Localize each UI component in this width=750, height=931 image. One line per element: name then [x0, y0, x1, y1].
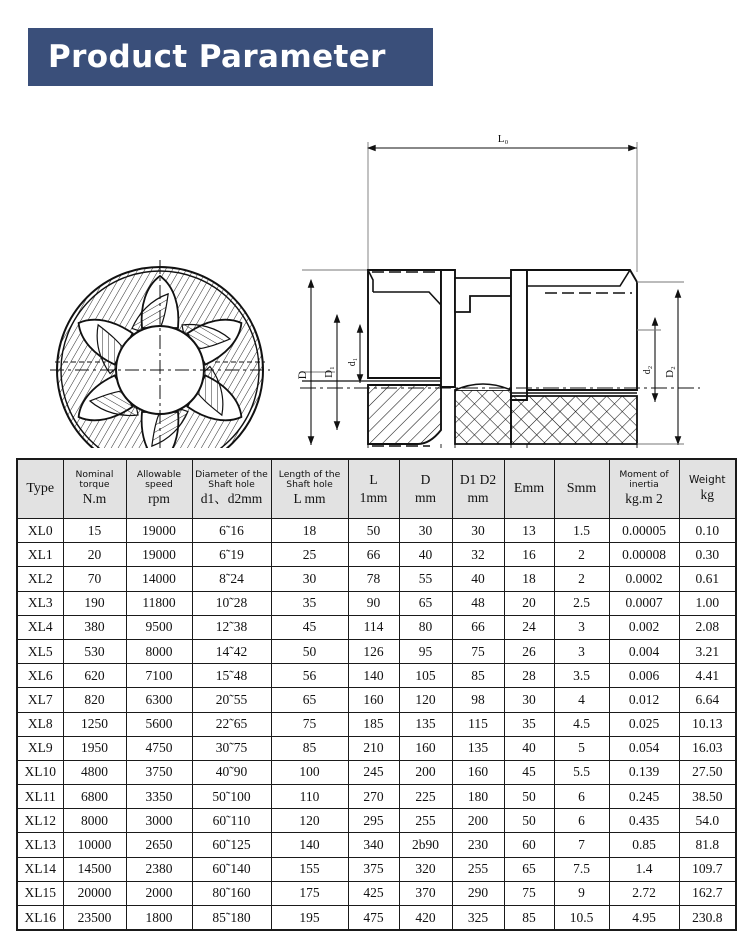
table-row	[17, 712, 736, 736]
cell-D: 95	[399, 639, 452, 663]
spec-table-container	[16, 458, 735, 931]
cell-bore: 30˜75	[192, 736, 271, 760]
cell-E: 45	[504, 760, 554, 784]
col-header-E: Emm	[504, 459, 554, 519]
cell-E: 18	[504, 567, 554, 591]
coupling-side-section-view	[295, 133, 700, 448]
cell-weight: 38.50	[679, 785, 736, 809]
table-row	[17, 519, 736, 543]
cell-torque: 530	[63, 639, 126, 663]
dim-label-D1: D₁	[323, 366, 335, 378]
col-header-moi-top: Moment of inertia	[619, 468, 669, 491]
cell-D: 320	[399, 857, 452, 881]
cell-weight: 162.7	[679, 881, 736, 905]
cell-D1D2: 200	[452, 809, 504, 833]
cell-D: 30	[399, 519, 452, 543]
cell-borelen: 50	[271, 639, 348, 663]
table-row	[17, 760, 736, 784]
header-banner	[28, 28, 433, 86]
table-row	[17, 591, 736, 615]
dim-label-D2: D₂	[664, 366, 676, 378]
col-header-D: D mm	[399, 459, 452, 519]
technical-drawings	[0, 100, 750, 448]
cell-weight: 6.64	[679, 688, 736, 712]
cell-borelen: 65	[271, 688, 348, 712]
table-row	[17, 809, 736, 833]
cell-borelen: 85	[271, 736, 348, 760]
dim-overall-length	[368, 133, 637, 148]
cell-S: 5	[554, 736, 609, 760]
cell-D: 225	[399, 785, 452, 809]
col-header-torque-top: Nominal torque	[75, 468, 114, 491]
cell-bore: 60˜125	[192, 833, 271, 857]
cell-D: 40	[399, 543, 452, 567]
cell-weight: 0.10	[679, 519, 736, 543]
cell-bore: 22˜65	[192, 712, 271, 736]
cell-E: 35	[504, 712, 554, 736]
cell-speed: 3350	[126, 785, 192, 809]
cell-D1D2: 115	[452, 712, 504, 736]
table-row	[17, 736, 736, 760]
cell-S: 3	[554, 615, 609, 639]
page-header	[0, 28, 750, 86]
cell-type: XL10	[17, 760, 63, 784]
cell-bore: 6˜16	[192, 519, 271, 543]
cell-weight: 4.41	[679, 664, 736, 688]
cell-speed: 2380	[126, 857, 192, 881]
cell-L: 114	[348, 615, 399, 639]
table-body	[17, 519, 736, 931]
cell-D: 420	[399, 906, 452, 931]
cell-E: 65	[504, 857, 554, 881]
cell-weight: 230.8	[679, 906, 736, 931]
cell-borelen: 100	[271, 760, 348, 784]
table-row	[17, 615, 736, 639]
cell-weight: 0.30	[679, 543, 736, 567]
table-row	[17, 567, 736, 591]
cell-D1D2: 180	[452, 785, 504, 809]
cell-type: XL9	[17, 736, 63, 760]
cell-type: XL12	[17, 809, 63, 833]
cell-type: XL2	[17, 567, 63, 591]
cell-borelen: 195	[271, 906, 348, 931]
cell-D: 135	[399, 712, 452, 736]
col-header-nominal-torque: Nominal torque N.m	[63, 459, 126, 519]
cell-bore: 15˜48	[192, 664, 271, 688]
cell-D1D2: 230	[452, 833, 504, 857]
col-header-L: L 1mm	[348, 459, 399, 519]
page-title: Product Parameter	[48, 38, 386, 75]
cell-bore: 20˜55	[192, 688, 271, 712]
cell-borelen: 18	[271, 519, 348, 543]
cell-borelen: 110	[271, 785, 348, 809]
cell-E: 28	[504, 664, 554, 688]
cell-bore: 12˜38	[192, 615, 271, 639]
cell-E: 26	[504, 639, 554, 663]
table-row	[17, 688, 736, 712]
cell-E: 50	[504, 785, 554, 809]
cell-S: 9	[554, 881, 609, 905]
cell-moi: 0.012	[609, 688, 679, 712]
cell-L: 270	[348, 785, 399, 809]
cell-L: 78	[348, 567, 399, 591]
cell-S: 7	[554, 833, 609, 857]
cell-torque: 10000	[63, 833, 126, 857]
cell-bore: 10˜28	[192, 591, 271, 615]
cell-torque: 1250	[63, 712, 126, 736]
left-hub-section	[368, 385, 441, 444]
cell-E: 13	[504, 519, 554, 543]
cell-S: 2	[554, 543, 609, 567]
col-header-borelen-top: Length of the Shaft hole	[278, 468, 341, 491]
cell-S: 6	[554, 809, 609, 833]
cell-borelen: 140	[271, 833, 348, 857]
cell-torque: 15	[63, 519, 126, 543]
cell-weight: 109.7	[679, 857, 736, 881]
cell-bore: 85˜180	[192, 906, 271, 931]
cell-D1D2: 66	[452, 615, 504, 639]
cell-speed: 3750	[126, 760, 192, 784]
cell-moi: 0.139	[609, 760, 679, 784]
cell-L: 160	[348, 688, 399, 712]
cell-type: XL11	[17, 785, 63, 809]
cell-moi: 0.004	[609, 639, 679, 663]
cell-weight: 81.8	[679, 833, 736, 857]
cell-weight: 10.13	[679, 712, 736, 736]
cell-D: 255	[399, 809, 452, 833]
cell-type: XL0	[17, 519, 63, 543]
cell-borelen: 120	[271, 809, 348, 833]
cell-speed: 19000	[126, 519, 192, 543]
cell-weight: 54.0	[679, 809, 736, 833]
cell-L: 210	[348, 736, 399, 760]
col-header-S: Smm	[554, 459, 609, 519]
cell-moi: 2.72	[609, 881, 679, 905]
cell-D1D2: 325	[452, 906, 504, 931]
col-header-bore-top: Diameter of the Shaft hole	[195, 468, 268, 491]
table-row	[17, 881, 736, 905]
cell-torque: 380	[63, 615, 126, 639]
cell-torque: 820	[63, 688, 126, 712]
cell-E: 85	[504, 906, 554, 931]
cell-D1D2: 30	[452, 519, 504, 543]
cell-S: 1.5	[554, 519, 609, 543]
cell-L: 50	[348, 519, 399, 543]
cell-E: 50	[504, 809, 554, 833]
cell-D1D2: 75	[452, 639, 504, 663]
cell-S: 3.5	[554, 664, 609, 688]
cell-weight: 27.50	[679, 760, 736, 784]
cell-speed: 6300	[126, 688, 192, 712]
cell-E: 30	[504, 688, 554, 712]
cell-speed: 14000	[126, 567, 192, 591]
cell-speed: 19000	[126, 543, 192, 567]
cell-speed: 7100	[126, 664, 192, 688]
cell-S: 4	[554, 688, 609, 712]
cell-speed: 1800	[126, 906, 192, 931]
dim-label-L0: L₀	[497, 133, 509, 145]
cell-speed: 11800	[126, 591, 192, 615]
drawings-canvas	[0, 100, 750, 448]
cell-moi: 0.025	[609, 712, 679, 736]
cell-type: XL1	[17, 543, 63, 567]
cell-type: XL5	[17, 639, 63, 663]
cell-L: 375	[348, 857, 399, 881]
cell-moi: 0.85	[609, 833, 679, 857]
dim-right-diameters	[642, 290, 678, 445]
cell-moi: 0.006	[609, 664, 679, 688]
cell-D1D2: 48	[452, 591, 504, 615]
cell-torque: 6800	[63, 785, 126, 809]
cell-D: 370	[399, 881, 452, 905]
table-row	[17, 664, 736, 688]
cell-bore: 6˜19	[192, 543, 271, 567]
coupling-end-view	[50, 260, 270, 448]
cell-torque: 620	[63, 664, 126, 688]
cell-speed: 3000	[126, 809, 192, 833]
cell-D1D2: 135	[452, 736, 504, 760]
cell-type: XL14	[17, 857, 63, 881]
cell-D: 2b90	[399, 833, 452, 857]
dim-label-D: D	[295, 370, 309, 380]
col-header-shaft-hole-length: Length of the Shaft hole L mm	[271, 459, 348, 519]
cell-borelen: 56	[271, 664, 348, 688]
cell-weight: 16.03	[679, 736, 736, 760]
dim-left-diameters	[295, 280, 360, 445]
cell-L: 295	[348, 809, 399, 833]
cell-E: 24	[504, 615, 554, 639]
dim-label-d1: d₁	[347, 357, 358, 367]
cell-weight: 0.61	[679, 567, 736, 591]
cell-D1D2: 85	[452, 664, 504, 688]
table-row	[17, 906, 736, 931]
cell-borelen: 45	[271, 615, 348, 639]
cell-torque: 20	[63, 543, 126, 567]
cell-type: XL7	[17, 688, 63, 712]
cell-moi: 0.0002	[609, 567, 679, 591]
cell-S: 5.5	[554, 760, 609, 784]
product-parameter-table	[16, 458, 737, 931]
cell-D1D2: 40	[452, 567, 504, 591]
cell-borelen: 30	[271, 567, 348, 591]
cell-torque: 190	[63, 591, 126, 615]
cell-D: 80	[399, 615, 452, 639]
dim-label-d2: d₂	[642, 365, 653, 375]
cell-weight: 2.08	[679, 615, 736, 639]
cell-E: 60	[504, 833, 554, 857]
cell-type: XL16	[17, 906, 63, 931]
cell-type: XL6	[17, 664, 63, 688]
cell-moi: 0.00005	[609, 519, 679, 543]
cell-E: 16	[504, 543, 554, 567]
table-row	[17, 833, 736, 857]
cell-moi: 0.00008	[609, 543, 679, 567]
cell-D1D2: 98	[452, 688, 504, 712]
table-row	[17, 857, 736, 881]
cell-borelen: 75	[271, 712, 348, 736]
cell-L: 340	[348, 833, 399, 857]
cell-D: 120	[399, 688, 452, 712]
cell-speed: 4750	[126, 736, 192, 760]
cell-type: XL15	[17, 881, 63, 905]
cell-moi: 0.245	[609, 785, 679, 809]
cell-type: XL4	[17, 615, 63, 639]
cell-L: 245	[348, 760, 399, 784]
col-header-type: Type	[17, 459, 63, 519]
col-header-speed-top: Allowable speed	[136, 468, 182, 491]
cell-bore: 60˜140	[192, 857, 271, 881]
cell-D1D2: 255	[452, 857, 504, 881]
cell-weight: 1.00	[679, 591, 736, 615]
cell-moi: 0.435	[609, 809, 679, 833]
cell-torque: 20000	[63, 881, 126, 905]
cell-S: 7.5	[554, 857, 609, 881]
cell-S: 3	[554, 639, 609, 663]
cell-moi: 0.0007	[609, 591, 679, 615]
cell-L: 140	[348, 664, 399, 688]
cell-borelen: 35	[271, 591, 348, 615]
cell-speed: 8000	[126, 639, 192, 663]
cell-E: 20	[504, 591, 554, 615]
cell-bore: 8˜24	[192, 567, 271, 591]
cell-moi: 0.054	[609, 736, 679, 760]
cell-torque: 23500	[63, 906, 126, 931]
table-row	[17, 785, 736, 809]
cell-borelen: 155	[271, 857, 348, 881]
cell-S: 2	[554, 567, 609, 591]
cell-speed: 5600	[126, 712, 192, 736]
cell-E: 40	[504, 736, 554, 760]
cell-type: XL3	[17, 591, 63, 615]
cell-D: 105	[399, 664, 452, 688]
cell-type: XL13	[17, 833, 63, 857]
cell-type: XL8	[17, 712, 63, 736]
cell-D1D2: 160	[452, 760, 504, 784]
cell-bore: 14˜42	[192, 639, 271, 663]
table-row	[17, 543, 736, 567]
cell-S: 6	[554, 785, 609, 809]
cell-bore: 80˜160	[192, 881, 271, 905]
cell-S: 2.5	[554, 591, 609, 615]
cell-S: 10.5	[554, 906, 609, 931]
cell-torque: 70	[63, 567, 126, 591]
cell-D1D2: 32	[452, 543, 504, 567]
cell-torque: 14500	[63, 857, 126, 881]
col-header-weight: Weight kg	[679, 459, 736, 519]
col-header-D1-D2: D1 D2 mm	[452, 459, 504, 519]
cell-torque: 4800	[63, 760, 126, 784]
cell-torque: 8000	[63, 809, 126, 833]
cell-L: 475	[348, 906, 399, 931]
cell-borelen: 175	[271, 881, 348, 905]
cell-bore: 50˜100	[192, 785, 271, 809]
col-header-moment-of-inertia: Moment of inertia kg.m 2	[609, 459, 679, 519]
cell-D: 160	[399, 736, 452, 760]
cell-E: 75	[504, 881, 554, 905]
cell-bore: 60˜110	[192, 809, 271, 833]
cell-bore: 40˜90	[192, 760, 271, 784]
cell-D: 200	[399, 760, 452, 784]
cell-moi: 0.002	[609, 615, 679, 639]
cell-D1D2: 290	[452, 881, 504, 905]
cell-D: 55	[399, 567, 452, 591]
table-row	[17, 639, 736, 663]
cell-weight: 3.21	[679, 639, 736, 663]
cell-torque: 1950	[63, 736, 126, 760]
cell-speed: 9500	[126, 615, 192, 639]
cell-moi: 4.95	[609, 906, 679, 931]
cell-S: 4.5	[554, 712, 609, 736]
cell-L: 90	[348, 591, 399, 615]
cell-L: 66	[348, 543, 399, 567]
cell-L: 425	[348, 881, 399, 905]
elastomer-spider-section	[455, 390, 511, 444]
table-header	[17, 459, 736, 519]
cell-borelen: 25	[271, 543, 348, 567]
cell-D: 65	[399, 591, 452, 615]
cell-speed: 2650	[126, 833, 192, 857]
table-header-row	[17, 459, 736, 519]
col-header-allowable-speed: Allowable speed rpm	[126, 459, 192, 519]
cell-L: 185	[348, 712, 399, 736]
cell-moi: 1.4	[609, 857, 679, 881]
col-header-shaft-hole-diameter: Diameter of the Shaft hole d1、d2mm	[192, 459, 271, 519]
cell-L: 126	[348, 639, 399, 663]
cell-speed: 2000	[126, 881, 192, 905]
